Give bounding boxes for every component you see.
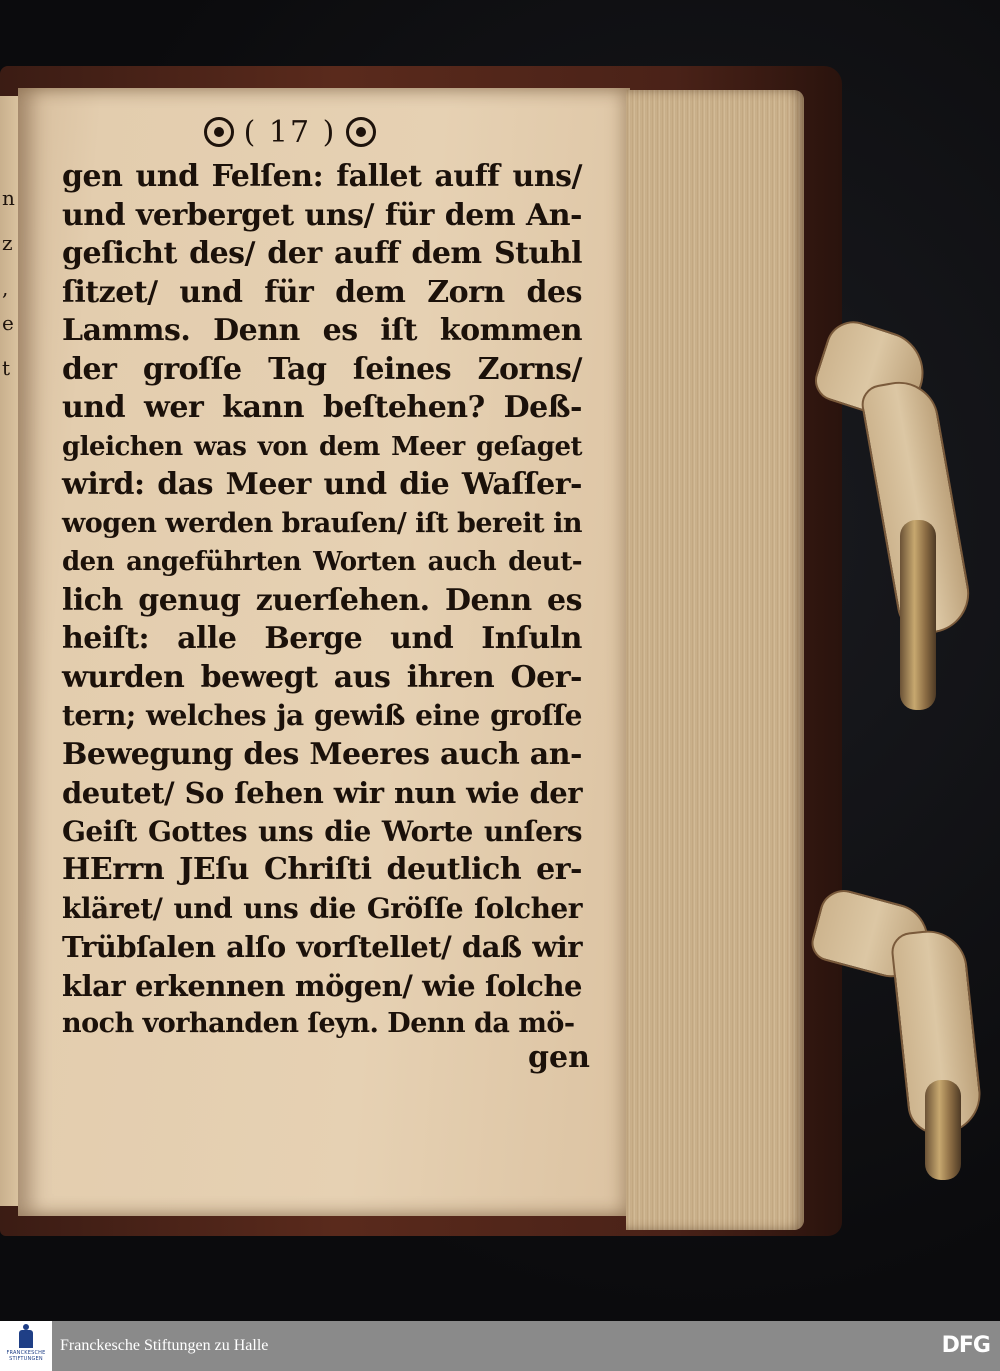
text-line: Trübſalen alſo vorſtellet/ daß wir [62,930,582,964]
institution-logo [0,1321,52,1371]
text-line: wird: das Meer und die Waſſer- [62,467,582,502]
text-line: und verberget uns/ für dem An- [62,197,582,233]
institution-name: Franckesche Stiftungen zu Halle [60,1337,269,1354]
lower-clasp-hook [925,1080,961,1180]
text-line: gleichen was von dem Meer geſaget [62,431,582,462]
page-block-edge [626,90,804,1230]
text-line: tern; welches ja gewiß eine groſſe [62,699,582,732]
rosette-ornament-icon [204,117,234,147]
text-line: heiſt: alle Berge und Inſuln [62,621,582,656]
text-line: geſicht des/ der auff dem Stuhl [62,236,582,271]
text-line: lich genug zuerſehen. Denn es [62,582,582,618]
text-line: klar erkennen mögen/ wie ſolche [62,968,582,1003]
text-line: wogen werden brauſen/ iſt bereit in [62,507,582,539]
rosette-ornament-icon [346,117,376,147]
text-line: deutet/ So ſehen wir nun wie der [62,776,582,810]
upper-clasp-hook [900,520,936,710]
text-line: kläret/ und uns die Gröſſe ſolcher [62,891,582,925]
page-text [62,158,582,1044]
text-line: gen und Felſen: fallet auff uns/ [62,159,582,194]
text-line: und wer kann beſtehen? Deß- [62,390,582,425]
text-line: HErrn JEſu Chriſti deutlich er- [62,852,582,887]
page-number: ( 17 ) [243,114,337,150]
text-line: der groſſe Tag ſeines Zorns/ [62,351,582,387]
facing-page-edge: n z , e t [0,96,22,1206]
text-line: wurden bewegt aus ihren Oer- [62,659,582,695]
page-header [190,110,390,154]
text-line: ſitzet/ und für dem Zorn des [62,274,582,310]
footer-bar [0,1321,1000,1371]
text-line: Lamms. Denn es iſt kommen [62,313,582,348]
catchword: gen [528,1040,590,1075]
text-line: Bewegung des Meeres auch an- [62,736,582,772]
text-line: Geiſt Gottes uns die Worte unſers [62,814,582,848]
text-line: den angeführten Worten auch deut- [62,547,582,577]
institution-logo-icon [19,1330,33,1348]
text-line: noch vorhanden ſeyn. Denn da mö- [62,1008,575,1039]
logo-text: FRANCKESCHE STIFTUNGEN [6,1350,46,1362]
dfg-logo: DFG [941,1333,990,1358]
